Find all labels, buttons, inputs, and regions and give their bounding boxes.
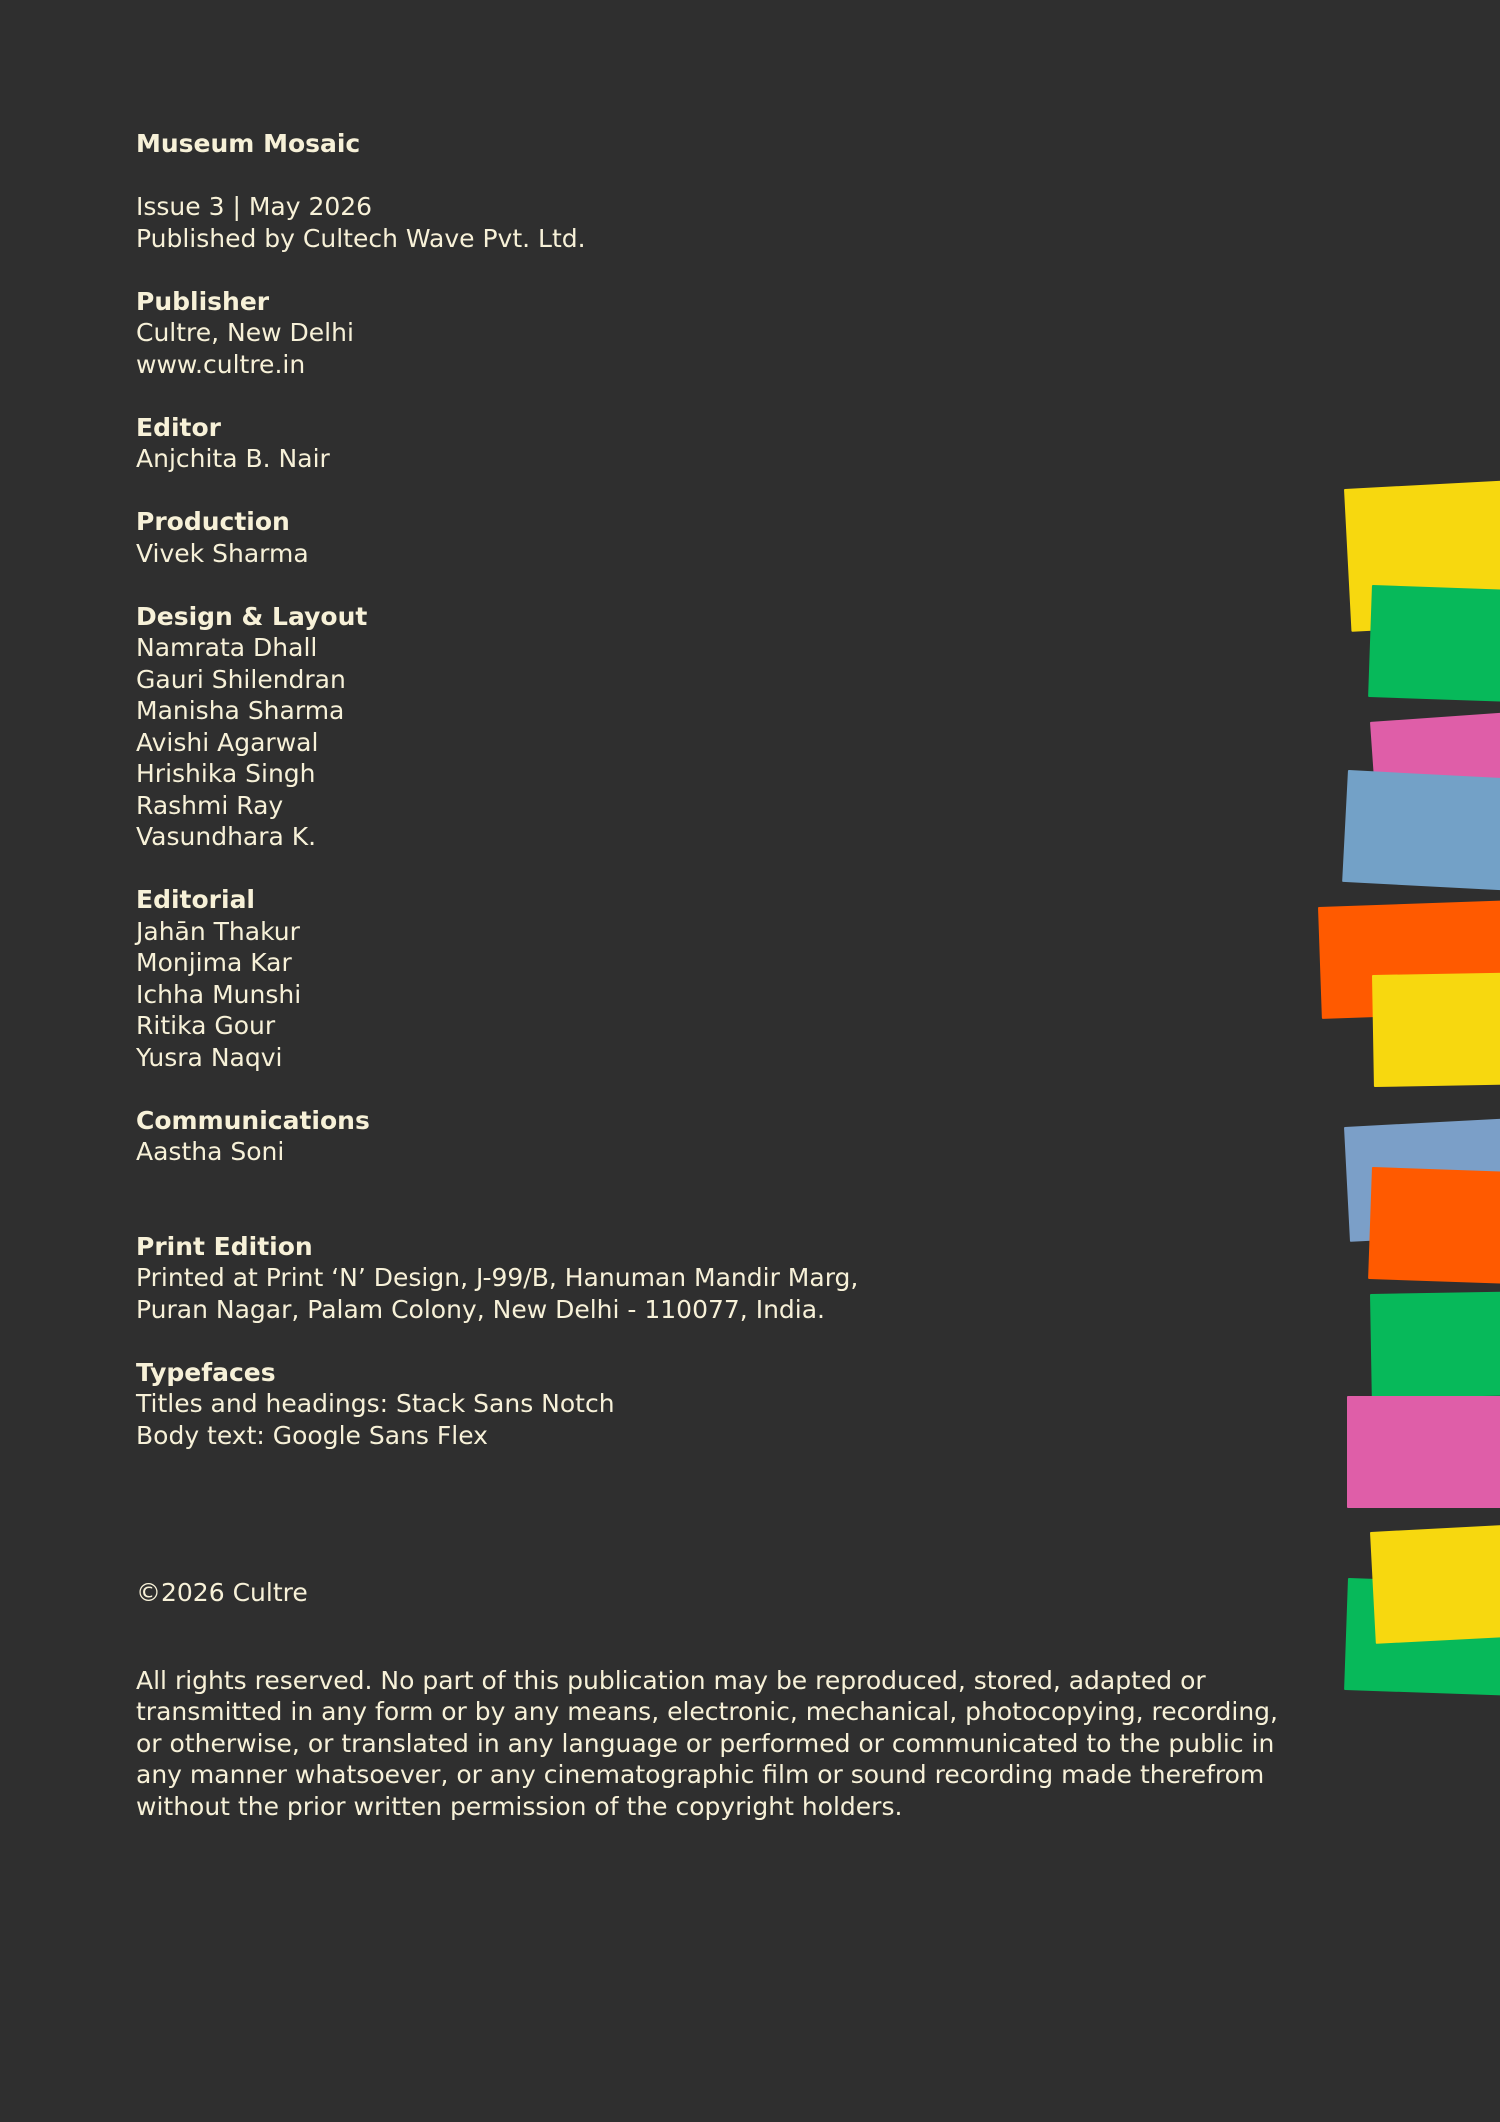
section-heading: Editorial bbox=[136, 885, 256, 914]
decor-tile-pink bbox=[1370, 712, 1500, 790]
rights-line: All rights reserved. No part of this publication may be reproduced, stored, adapted or bbox=[136, 1665, 1206, 1695]
issue-block bbox=[136, 191, 1176, 254]
design-name: Rashmi Ray bbox=[136, 790, 284, 820]
copyright-block bbox=[136, 1577, 1176, 1609]
magazine-title: Museum Mosaic bbox=[136, 129, 361, 158]
production-section bbox=[136, 506, 1176, 569]
decor-tile-orange bbox=[1368, 1167, 1500, 1284]
typeface-line: Body text: Google Sans Flex bbox=[136, 1420, 488, 1450]
editorial-name: Yusra Naqvi bbox=[136, 1042, 283, 1072]
decor-tile-yellow bbox=[1372, 973, 1500, 1087]
print-edition-section bbox=[136, 1231, 1176, 1326]
section-heading: Print Edition bbox=[136, 1231, 313, 1261]
editorial-name: Ritika Gour bbox=[136, 1011, 276, 1040]
decor-tile-green bbox=[1344, 1578, 1500, 1696]
publisher-line: www.cultre.in bbox=[136, 349, 306, 379]
design-name: Manisha Sharma bbox=[136, 696, 345, 725]
typefaces-section bbox=[136, 1357, 1176, 1452]
rights-statement bbox=[136, 1665, 1278, 1823]
section-heading: Production bbox=[136, 507, 290, 536]
decor-tile-green bbox=[1368, 585, 1500, 702]
design-name: Hrishika Singh bbox=[136, 759, 316, 788]
decor-tile-blue bbox=[1344, 1118, 1500, 1242]
communications-section bbox=[136, 1105, 1176, 1168]
design-name: Vasundhara K. bbox=[136, 822, 317, 851]
communications-name: Aastha Soni bbox=[136, 1137, 285, 1166]
rights-line: transmitted in any form or by any means, electronic, mechanical, photocopying, recording, bbox=[136, 1697, 1278, 1726]
section-heading: Design & Layout bbox=[136, 601, 368, 631]
publisher-line: Cultre, New Delhi bbox=[136, 318, 354, 347]
print-address-line: Puran Nagar, Palam Colony, New Delhi - 110077, India. bbox=[136, 1294, 826, 1324]
design-layout-section bbox=[136, 601, 1176, 853]
editorial-section bbox=[136, 884, 1176, 1073]
issue-line: Issue 3 | May 2026 bbox=[136, 192, 373, 221]
section-heading: Editor bbox=[136, 412, 221, 442]
section-heading: Typefaces bbox=[136, 1357, 276, 1387]
design-name: Namrata Dhall bbox=[136, 633, 318, 662]
decor-tile-yellow bbox=[1370, 1525, 1500, 1644]
rights-line: or otherwise, or translated in any language or performed or communicated to the public in bbox=[136, 1728, 1275, 1758]
editor-name: Anjchita B. Nair bbox=[136, 444, 330, 473]
rights-line: without the prior written permission of the copyright holders. bbox=[136, 1791, 903, 1821]
decor-tile-blue bbox=[1342, 770, 1500, 890]
decor-tile-pink bbox=[1347, 1396, 1500, 1508]
section-heading: Publisher bbox=[136, 286, 270, 316]
decor-tile-orange bbox=[1318, 900, 1500, 1019]
publisher-section bbox=[136, 286, 1176, 381]
design-name: Gauri Shilendran bbox=[136, 664, 346, 694]
design-name: Avishi Agarwal bbox=[136, 727, 319, 757]
production-name: Vivek Sharma bbox=[136, 538, 309, 568]
typeface-line: Titles and headings: Stack Sans Notch bbox=[136, 1389, 615, 1418]
section-heading: Communications bbox=[136, 1105, 370, 1135]
print-address-line: Printed at Print ‘N’ Design, J-99/B, Hanuman Mandir Marg, bbox=[136, 1263, 859, 1292]
editorial-name: Monjima Kar bbox=[136, 948, 292, 977]
published-by: Published by Cultech Wave Pvt. Ltd. bbox=[136, 223, 586, 253]
copyright-notice: ©2026 Cultre bbox=[136, 1578, 308, 1607]
decor-tile-yellow bbox=[1344, 480, 1500, 632]
rights-line: any manner whatsoever, or any cinematographic film or sound recording made therefrom bbox=[136, 1760, 1265, 1789]
editor-section bbox=[136, 412, 1176, 475]
editorial-name: Ichha Munshi bbox=[136, 979, 302, 1009]
editorial-name: Jahān Thakur bbox=[136, 916, 300, 946]
decor-tile-green bbox=[1370, 1292, 1500, 1398]
colophon bbox=[136, 128, 1278, 1822]
